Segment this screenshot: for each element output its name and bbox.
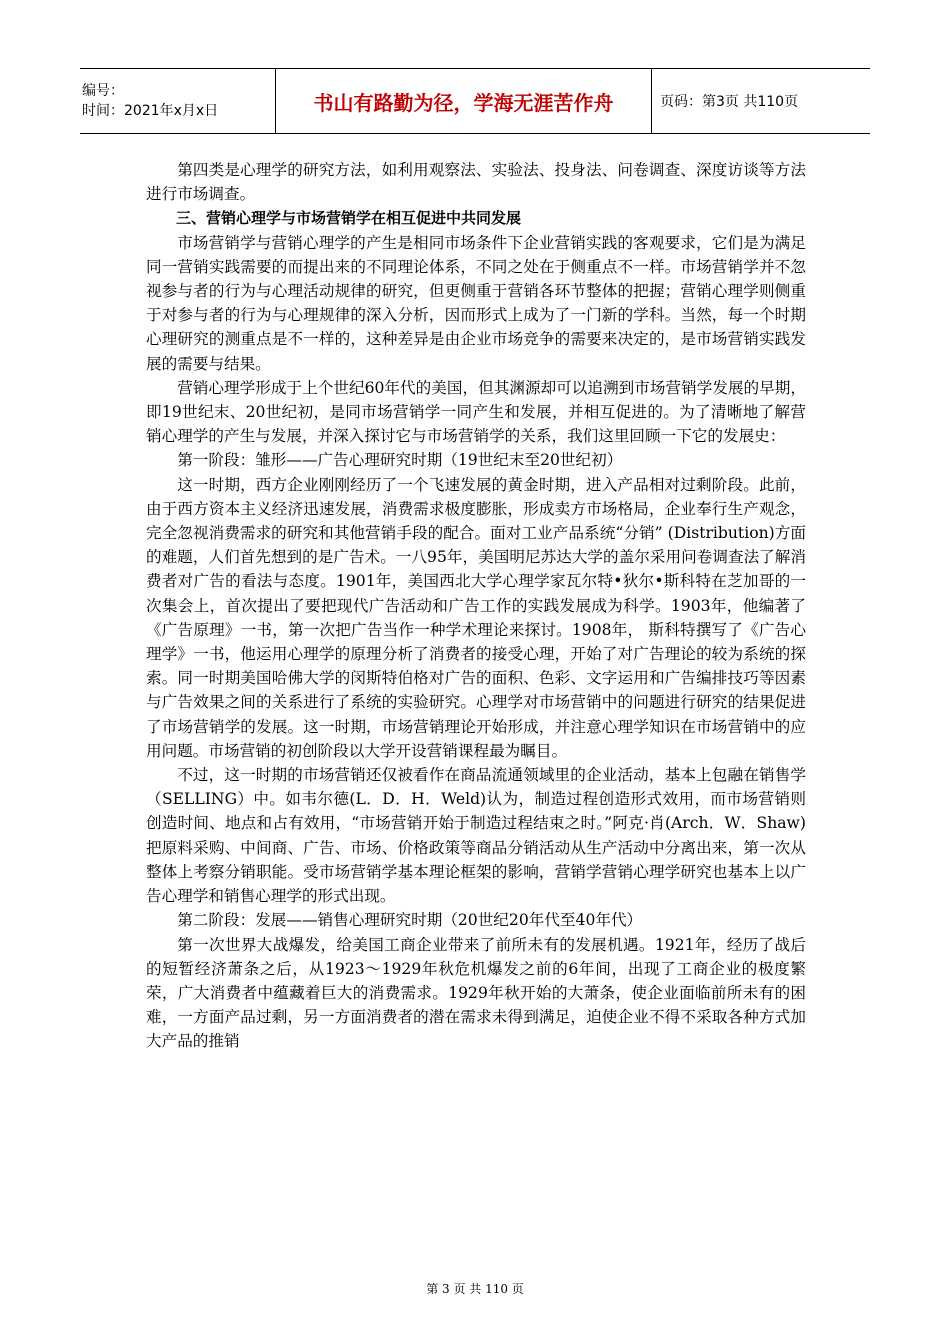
paragraph: 不过，这一时期的市场营销还仅被看作在商品流通领域里的企业活动，基本上包融在销售学（SELLING）中。如韦尔德(L．D．H．Weld)认为，制造过程创造形式效用，而市场营销则创造时间、地点和占有效用，“市场营销开始于制造过程结束之时。”阿克·肖(Arch．W．Shaw)把原料采购、中间商、广告、市场、价格政策等商品分销活动从生产活动中分离出来，第一次从整体上考察分销职能。受市场营销学基本理论框架的影响，营销学营销心理学研究也基本上以广告心理学和销售心理学的形式出现。 (146, 766, 806, 906)
paragraph: 这一时期，西方企业刚刚经历了一个飞速发展的黄金时期，进入产品相对过剩阶段。此前，由于西方资本主义经济迅速发展，消费需求极度膨胀，形成卖方市场格局，企业奉行生产观念，完全忽视消费需求的研究和其他营销手段的配合。面对工业产品系统“分销” (Distribution)方面的难题，人们首先想到的是广告术。一八95年，美国明尼苏达大学的盖尔采用问卷调查法了解消费者对广告的看法与态度。1901年，美国西北大学心理学家瓦尔特•狄尔•斯科特在芝加哥的一次集会上，首次提出了要把现代广告活动和广告工作的实践发展成为科学。1903年，他编著了《广告原理》一书，第一次把广告当作一种学术理论来探讨。1908年， 斯科特撰写了《广告心理学》一书，他运用心理学的原理分析了消费者的接受心理，开始了对广告理论的较为系统的探索。同一时期美国哈佛大学的闵斯特伯格对广告的面积、色彩、文字运用和广告编排技巧等因素与广告效果之间的关系进行了系统的实验研究。心理学对市场营销中的问题进行研究的结果促进了市场营销学的发展。这一时期，市场营销理论开始形成，并注意心理学知识在市场营销中的应用问题。市场营销的初创阶段以大学开设营销课程最为瞩目。 (146, 475, 806, 760)
stage-heading: 第一阶段：雏形——广告心理研究时期（19世纪末至20世纪初） (177, 451, 623, 470)
page-footer: 第 3 页 共 110 页 (426, 1282, 524, 1296)
header-page-info: 页码：第3页 共110页 (660, 94, 799, 110)
paragraph: 营销心理学形成于上个世纪60年代的美国，但其渊源却可以追溯到市场营销学发展的早期，即19世纪末、20世纪初，是同市场营销学一同产生和发展，并相互促进的。为了清晰地了解营销心理学的产生与发展，并深入探讨它与市场营销学的关系，我们这里回顾一下它的发展史： (146, 378, 806, 446)
header-motto: 书山有路勤为径，学海无涯苦作舟 (313, 90, 614, 115)
document-date: 时间：2021年x月x日 (82, 103, 219, 119)
document-body (146, 158, 806, 1054)
paragraph: 第一次世界大战爆发，给美国工商企业带来了前所未有的发展机遇。1921年，经历了战后的短暂经济萧条之后，从1923～1929年秋危机爆发之前的6年间，出现了工商企业的极度繁荣，广大消费者中蕴藏着巨大的消费需求。1929年秋开始的大萧条，使企业面临前所未有的困难，一方面产品过剩，另一方面消费者的潜在需求未得到满足，迫使企业不得不采取各种方式加大产品的推销 (146, 935, 806, 1051)
document-number-label: 编号： (82, 83, 124, 99)
paragraph: 市场营销学与营销心理学的产生是相同市场条件下企业营销实践的客观要求，它们是为满足同一营销实践需要的而提出来的不同理论体系，不同之处在于侧重点不一样。市场营销学并不忽视参与者的行为与心理活动规律的研究，但更侧重于营销各环节整体的把握；营销心理学则侧重于对参与者的行为与心理规律的深入分析，因而形式上成为了一门新的学科。当然，每一个时期心理研究的测重点是不一样的，这种差异是由企业市场竞争的需要来决定的，是市场营销实践发展的需要与结果。 (146, 233, 806, 373)
paragraph: 第四类是心理学的研究方法，如利用观察法、实验法、投身法、问卷调查、深度访谈等方法进行市场调查。 (146, 161, 806, 204)
header-motto-cell (276, 69, 652, 133)
stage-heading: 第二阶段：发展——销售心理研究时期（20世纪20年代至40年代） (177, 911, 643, 930)
page-header (80, 68, 870, 134)
header-meta (80, 69, 276, 133)
section-heading: 三、营销心理学与市场营销学在相互促进中共同发展 (176, 209, 522, 228)
